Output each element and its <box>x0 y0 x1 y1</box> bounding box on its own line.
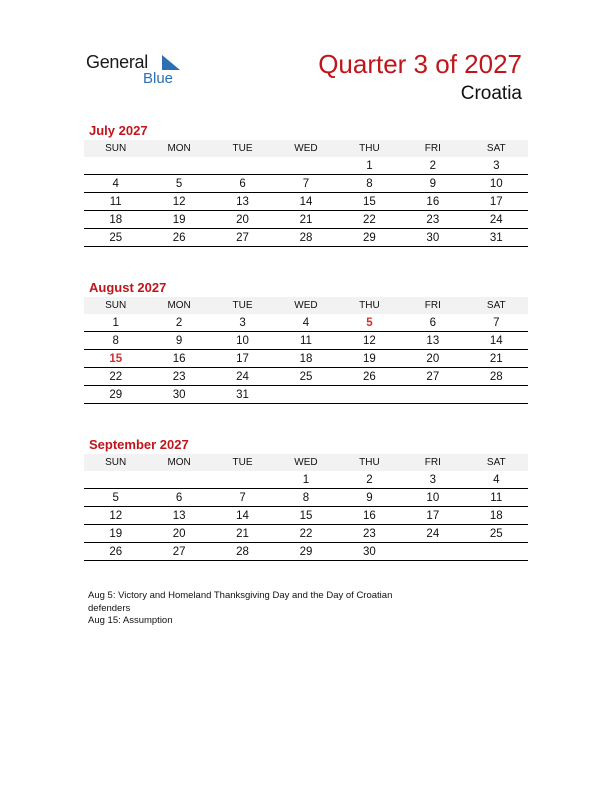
day-cell: 1 <box>274 471 337 489</box>
weekday-header: THU <box>338 140 401 157</box>
day-cell: 9 <box>338 489 401 507</box>
weekday-header: FRI <box>401 297 464 314</box>
weekday-header: TUE <box>211 297 274 314</box>
day-cell: 8 <box>274 489 337 507</box>
day-cell: 2 <box>147 314 210 332</box>
day-cell: 18 <box>274 350 337 368</box>
month-september <box>84 435 528 561</box>
day-cell: 19 <box>84 525 147 543</box>
day-cell: 2 <box>401 157 464 175</box>
day-cell: 31 <box>211 386 274 404</box>
day-cell: 30 <box>147 386 210 404</box>
week-row <box>84 368 528 386</box>
day-cell: 23 <box>147 368 210 386</box>
day-cell: 30 <box>338 543 401 561</box>
day-cell: 27 <box>211 229 274 247</box>
weekday-header: MON <box>147 140 210 157</box>
empty-day-cell <box>84 157 147 175</box>
day-cell: 16 <box>401 193 464 211</box>
weekday-header: MON <box>147 297 210 314</box>
holiday-note: Aug 5: Victory and Homeland Thanksgiving Day and the Day of Croatian defenders <box>88 590 393 614</box>
empty-day-cell <box>211 471 274 489</box>
empty-day-cell <box>465 386 528 404</box>
logo-general-text: General <box>86 52 148 72</box>
page-title: Quarter 3 of 2027 <box>318 49 522 79</box>
empty-day-cell <box>274 386 337 404</box>
day-cell: 22 <box>338 211 401 229</box>
day-cell: 24 <box>211 368 274 386</box>
day-cell: 6 <box>401 314 464 332</box>
calendar-grid <box>84 140 528 247</box>
logo <box>86 52 196 88</box>
week-row <box>84 543 528 561</box>
day-cell: 28 <box>274 229 337 247</box>
day-cell: 20 <box>211 211 274 229</box>
day-cell: 19 <box>147 211 210 229</box>
day-cell: 4 <box>465 471 528 489</box>
country-name: Croatia <box>460 83 522 104</box>
day-cell: 10 <box>401 489 464 507</box>
day-cell: 23 <box>401 211 464 229</box>
weekday-header: MON <box>147 454 210 471</box>
weekday-header: TUE <box>211 140 274 157</box>
day-cell: 17 <box>465 193 528 211</box>
day-cell: 9 <box>401 175 464 193</box>
day-cell: 12 <box>147 193 210 211</box>
month-name: July 2027 <box>89 123 148 138</box>
empty-day-cell <box>211 157 274 175</box>
month-july <box>84 121 528 247</box>
weekday-header: WED <box>274 454 337 471</box>
week-row <box>84 507 528 525</box>
weekday-header: SAT <box>465 297 528 314</box>
day-cell: 6 <box>211 175 274 193</box>
day-cell: 28 <box>465 368 528 386</box>
day-cell: 10 <box>211 332 274 350</box>
day-cell: 17 <box>211 350 274 368</box>
day-cell: 30 <box>401 229 464 247</box>
day-cell: 14 <box>274 193 337 211</box>
weekday-header: SAT <box>465 454 528 471</box>
empty-day-cell <box>274 157 337 175</box>
day-cell: 15 <box>274 507 337 525</box>
day-cell: 14 <box>211 507 274 525</box>
day-cell: 11 <box>274 332 337 350</box>
day-cell: 5 <box>84 489 147 507</box>
weekday-header: WED <box>274 297 337 314</box>
weekday-header: SAT <box>465 140 528 157</box>
day-cell: 21 <box>211 525 274 543</box>
holiday-day-cell: 5 <box>338 314 401 332</box>
month-august <box>84 278 528 404</box>
day-cell: 27 <box>401 368 464 386</box>
day-cell: 3 <box>401 471 464 489</box>
holiday-note: Aug 15: Assumption <box>88 615 173 626</box>
month-name: September 2027 <box>89 437 189 452</box>
weekday-header: THU <box>338 454 401 471</box>
empty-day-cell <box>84 471 147 489</box>
day-cell: 18 <box>465 507 528 525</box>
empty-day-cell <box>401 543 464 561</box>
day-cell: 9 <box>147 332 210 350</box>
weekday-header-row <box>84 454 528 471</box>
day-cell: 31 <box>465 229 528 247</box>
day-cell: 19 <box>338 350 401 368</box>
day-cell: 11 <box>84 193 147 211</box>
week-row <box>84 386 528 404</box>
day-cell: 6 <box>147 489 210 507</box>
day-cell: 14 <box>465 332 528 350</box>
day-cell: 29 <box>338 229 401 247</box>
week-row <box>84 332 528 350</box>
day-cell: 5 <box>147 175 210 193</box>
month-name: August 2027 <box>89 280 167 295</box>
empty-day-cell <box>465 543 528 561</box>
weekday-header: SUN <box>84 297 147 314</box>
day-cell: 28 <box>211 543 274 561</box>
weekday-header: TUE <box>211 454 274 471</box>
week-row <box>84 314 528 332</box>
logo-blue-text: Blue <box>143 70 174 87</box>
day-cell: 26 <box>147 229 210 247</box>
day-cell: 8 <box>84 332 147 350</box>
day-cell: 1 <box>338 157 401 175</box>
weekday-header-row <box>84 140 528 157</box>
day-cell: 12 <box>338 332 401 350</box>
day-cell: 25 <box>465 525 528 543</box>
day-cell: 12 <box>84 507 147 525</box>
day-cell: 7 <box>274 175 337 193</box>
day-cell: 20 <box>147 525 210 543</box>
day-cell: 16 <box>338 507 401 525</box>
week-row <box>84 229 528 247</box>
day-cell: 10 <box>465 175 528 193</box>
day-cell: 27 <box>147 543 210 561</box>
day-cell: 22 <box>84 368 147 386</box>
day-cell: 17 <box>401 507 464 525</box>
day-cell: 13 <box>401 332 464 350</box>
day-cell: 11 <box>465 489 528 507</box>
day-cell: 29 <box>84 386 147 404</box>
week-row <box>84 525 528 543</box>
day-cell: 4 <box>84 175 147 193</box>
day-cell: 8 <box>338 175 401 193</box>
holiday-day-cell: 15 <box>84 350 147 368</box>
empty-day-cell <box>401 386 464 404</box>
week-row <box>84 489 528 507</box>
week-row <box>84 471 528 489</box>
day-cell: 24 <box>401 525 464 543</box>
day-cell: 13 <box>211 193 274 211</box>
day-cell: 25 <box>84 229 147 247</box>
day-cell: 20 <box>401 350 464 368</box>
weekday-header: FRI <box>401 140 464 157</box>
day-cell: 26 <box>338 368 401 386</box>
day-cell: 22 <box>274 525 337 543</box>
holiday-notes <box>88 590 408 628</box>
empty-day-cell <box>147 471 210 489</box>
day-cell: 4 <box>274 314 337 332</box>
day-cell: 23 <box>338 525 401 543</box>
day-cell: 3 <box>211 314 274 332</box>
weekday-header: SUN <box>84 454 147 471</box>
day-cell: 2 <box>338 471 401 489</box>
day-cell: 26 <box>84 543 147 561</box>
calendar-grid <box>84 297 528 404</box>
day-cell: 7 <box>465 314 528 332</box>
day-cell: 13 <box>147 507 210 525</box>
weekday-header: THU <box>338 297 401 314</box>
day-cell: 3 <box>465 157 528 175</box>
empty-day-cell <box>338 386 401 404</box>
day-cell: 15 <box>338 193 401 211</box>
day-cell: 29 <box>274 543 337 561</box>
day-cell: 21 <box>274 211 337 229</box>
day-cell: 18 <box>84 211 147 229</box>
day-cell: 24 <box>465 211 528 229</box>
weekday-header-row <box>84 297 528 314</box>
day-cell: 1 <box>84 314 147 332</box>
week-row <box>84 350 528 368</box>
weekday-header: FRI <box>401 454 464 471</box>
empty-day-cell <box>147 157 210 175</box>
week-row <box>84 193 528 211</box>
day-cell: 16 <box>147 350 210 368</box>
week-row <box>84 157 528 175</box>
weekday-header: SUN <box>84 140 147 157</box>
week-row <box>84 175 528 193</box>
weekday-header: WED <box>274 140 337 157</box>
calendar-grid <box>84 454 528 561</box>
week-row <box>84 211 528 229</box>
day-cell: 21 <box>465 350 528 368</box>
day-cell: 25 <box>274 368 337 386</box>
day-cell: 7 <box>211 489 274 507</box>
